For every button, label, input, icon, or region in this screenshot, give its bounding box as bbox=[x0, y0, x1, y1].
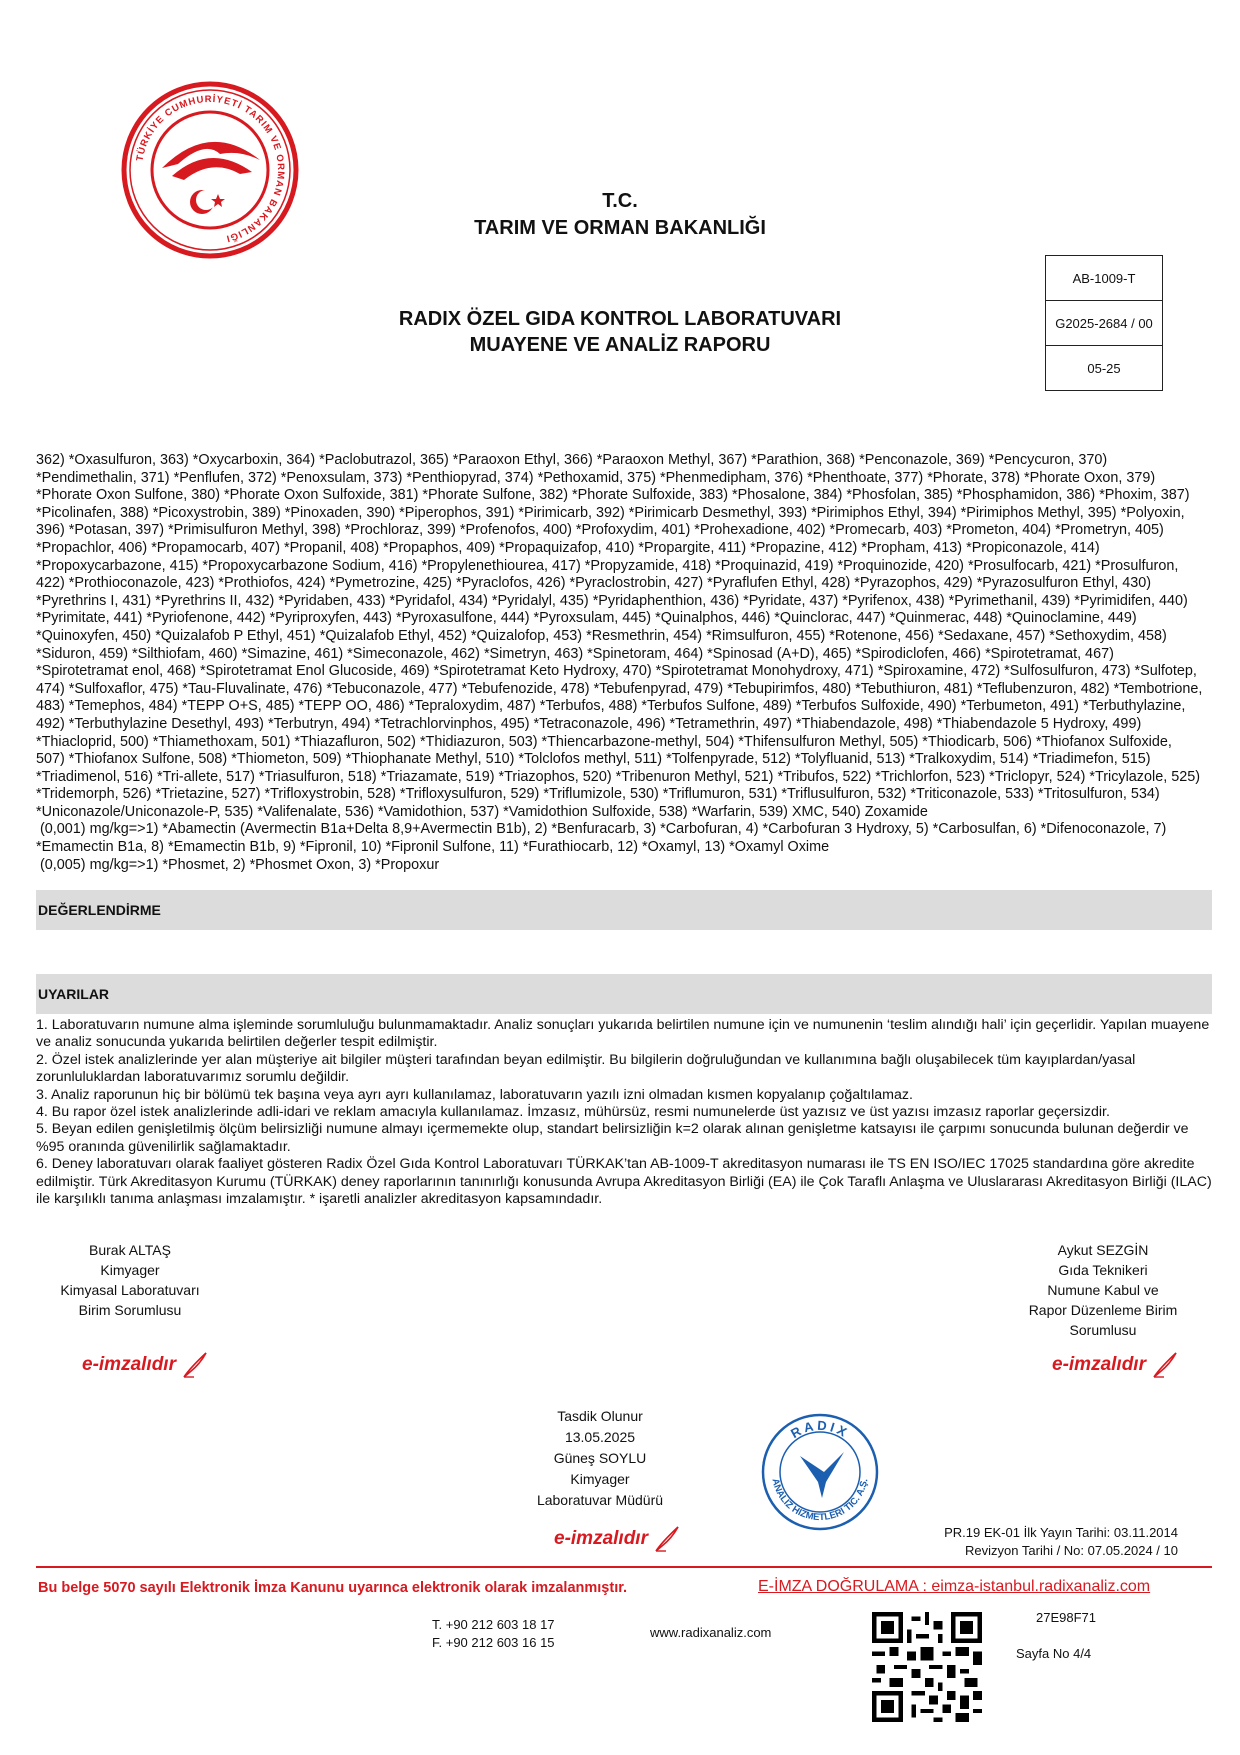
signature-center bbox=[510, 1406, 690, 1511]
report-date-code: 05-25 bbox=[1087, 360, 1121, 376]
warning-item: 6. Deney laboratuvarı olarak faaliyet gösteren Radix Özel Gıda Kontrol Laboratuvarı TÜRKAK’tan AB-1009-T akreditasyon numarası ile TS EN ISO/IEC 17025 standardına göre akredite edilmiştir. Türk Akreditasyon Kurumu (TÜRKAK) deney raporlarının tanınırlığı konusunda Avrupa Akreditasyon Birliği (EA) ile Çok Taraflı Anlaşma ve Uluslararası Akreditasyon Birliği (ILAC) ile karşılıklı tanıma anlaşması imzalamıştır. * işaretli analizler akreditasyon kapsamındadır. bbox=[36, 1156, 1212, 1208]
warning-item: 2. Özel istek analizlerinde yer alan müşteriye ait bilgiler müşteri tarafından beyan edilmiştir. Bu bilgilerin doğruluğundan ve kullanımına bağlı oluşabilecek tüm kayıplardan/yasal zorunluluklardan laboratuvarımız sorumlu değildir. bbox=[36, 1051, 1136, 1086]
svg-text:TÜRKİYE CUMHURİYETİ TARIM VE O: TÜRKİYE CUMHURİYETİ TARIM VE ORMAN BAKANLIĞI bbox=[134, 93, 287, 245]
svg-text:RADIX: RADIX bbox=[788, 1417, 852, 1442]
signer-title: Kimyager bbox=[100, 1262, 160, 1278]
analyte-list: 362) *Oxasulfuron, 363) *Oxycarboxin, 364) *Paclobutrazol, 365) *Paraoxon Ethyl, 366) *Paraoxon Methyl, 367) *Parathion, 368) *Penconazole, 369) *Pencycuron, 370) *Pendimethalin, 371) *Penflufen, 372) *Penoxsulam, 373) *Penthiopyrad, 374) *Pethoxamid, 375) *Phenmedipham, 376) *Phenthoate, 377) *Phorate, 378) *Phorate Oxon, 379) *Phorate Oxon Sulfone, 380) *Phorate Oxon Sulfoxide, 381) *Phorate Sulfone, 382) *Phorate Sulfoxide, 383) *Phosalone, 384) *Phosfolan, 385) *Phosphamidon, 386) *Phoxim, 387) *Picolinafen, 388) *Picoxystrobin, 389) *Pinoxaden, 390) *Piperophos, 391) *Pirimicarb, 392) *Pirimicarb Desmethyl, 393) *Pirimiphos Ethyl, 394) *Pirimiphos Methyl, 395) *Polyoxin, 396) *Potasan, 397) *Primisulfuron Methyl, 398) *Prochloraz, 399) *Profenofos, 400) *Profoxydim, 401) *Prohexadione, 402) *Promecarb, 403) *Prometon, 404) *Prometryn, 405) *Propachlor, 406) *Propamocarb, 407) *Propanil, 408) *Propaphos, 409) *Propaquizafop, 410) *Propargite, 411) *Propazine, 412) *Propham, 413) *Propiconazole, 414) *Propoxycarbazone, 415) *Propoxycarbazone Sodium, 416) *Propylenethiourea, 417) *Propyzamide, 418) *Proquinazid, 419) *Proquinozide, 420) *Prosulfocarb, 421) *Prosulfuron, 422) *Prothioconazole, 423) *Prothiofos, 424) *Pymetrozine, 425) *Pyraclofos, 426) *Pyraclostrobin, 427) *Pyraflufen Ethyl, 428) *Pyrazophos, 429) *Pyrazosulfuron Ethyl, 430) *Pyrethrins I, 431) *Pyrethrins II, 432) *Pyridaben, 433) *Pyridafol, 434) *Pyridalyl, 435) *Pyridaphenthion, 436) *Pyridate, 437) *Pyrifenox, 438) *Pyrimethanil, 439) *Pyrimidifen, 440) *Pyrimitate, 441) *Pyriofenone, 442) *Pyriproxyfen, 443) *Pyroxasulfone, 444) *Pyroxsulam, 445) *Quinalphos, 446) *Quinclorac, 447) *Quinmerac, 448) *Quinoclamine, 449) *Quinoxyfen, 450) *Quizalafob P Ethyl, 451) *Quizalafob Ethyl, 452) *Quizalofop, 453) *Resmethrin, 454) *Rimsulfuron, 455) *Rotenone, 456) *Sedaxane, 457) *Sethoxydim, 458) *Siduron, 459) *Silthiofam, 460) *Simazine, 461) *Simeconazole, 462) *Simetryn, 463) *Spinetoram, 464) *Spinosad (A+D), 465) *Spirodiclofen, 466) *Spirotetramat, 467) *Spirotetramat enol, 468) *Spirotetramat Enol Glucoside, 469) *Spirotetramat Keto Hydroxy, 470) *Spirotetramat Monohydroxy, 471) *Spiroxamine, 472) *Sulfosulfuron, 473) *Sulfotep, 474) *Sulfoxaflor, 475) *Tau-Fluvalinate, 476) *Tebuconazole, 477) *Tebufenozide, 478) *Tebufenpyrad, 479) *Tebupirimfos, 480) *Tebuthiuron, 481) *Teflubenzuron, 482) *Tembotrione, 483) *Temephos, 484) *TEPP O+S, 485) *TEPP OO, 486) *Tepraloxydim, 487) *Terbufos, 488) *Terbufos Sulfone, 489) *Terbufos Sulfoxide, 490) *Terbumeton, 491) *Terbuthylazine, 492) *Terbuthylazine Desethyl, 493) *Terbutryn, 494) *Tetrachlorvinphos, 495) *Tetraconazole, 496) *Tetramethrin, 497) *Thiabendazole, 498) *Thiabendazole 5 Hydroxy, 499) *Thiacloprid, 500) *Thiamethoxam, 501) *Thiazafluron, 502) *Thidiazuron, 503) *Thiencarbazone-methyl, 504) *Thifensulfuron Methyl, 505) *Thiodicarb, 506) *Thiofanox Sulfoxide, 507) *Thiofanox Sulfone, 508) *Thiometon, 509) *Thiophanate Methyl, 510) *Tolclofos methyl, 511) *Tolfenpyrade, 512) *Tolyfluanid, 513) *Tralkoxydim, 514) *Triadimefon, 515) *Triadimenol, 516) *Tri-allete, 517) *Triasulfuron, 518) *Triazamate, 519) *Triazophos, 520) *Tribenuron Methyl, 521) *Tribufos, 522) *Trichlorfon, 523) *Triclopyr, 524) *Tricylazole, 525) *Tridemorph, 526) *Trietazine, 527) *Trifloxystrobin, 528) *Trifloxysulfuron, 529) *Triflumizole, 530) *Triflumuron, 531) *Triflusulfuron, 532) *Triticonazole, 533) *Tritosulfuron, 534) *Uniconazole/Uniconazole-P, 535) *Valifenalate, 536) *Vamidothion, 537) *Vamidothion Sulfoxide, 538) *Warfarin, 539) XMC, 540) Zoxamide (0,001) mg/kg=>1) *Abamectin (Avermectin B1a+Delta 8,9+Avermectin B1b), 2) *Benfuracarb, 3) *Carbofuran, 4) *Carbofuran 3 Hydroxy, 5) *Carbosulfan, 6) *Difenoconazole, 7) *Emamectin B1a, 8) *Emamectin B1b, 9) *Fipronil, 10) *Fipronil Sulfone, 11) *Furathiocarb, 12) *Oxamyl, 13) *Oxamyl Oxime (0,005) mg/kg=>1) *Phosmet, 2) *Phosmet Oxon, 3) *Propoxur bbox=[36, 452, 1203, 873]
esign-center bbox=[554, 1524, 682, 1554]
approval-date: 13.05.2025 bbox=[564, 1429, 636, 1445]
signer-name: Aykut SEZGİN bbox=[1057, 1242, 1149, 1258]
footer-divider bbox=[36, 1566, 1212, 1568]
form-revision: Revizyon Tarihi / No: 07.05.2024 / 10 bbox=[965, 1543, 1178, 1558]
signer-role: Laboratuvar Müdürü bbox=[536, 1492, 664, 1508]
warning-item: 3. Analiz raporunun hiç bir bölümü tek başına veya ayrı ayrı kullanılamaz, laboratuvarın yazılı izni olmadan kısmen kopyalanıp çoğaltılamaz. bbox=[36, 1086, 913, 1103]
signer-name: Burak ALTAŞ bbox=[89, 1242, 171, 1258]
signature-right bbox=[1008, 1240, 1198, 1340]
warnings-list bbox=[36, 1017, 1212, 1208]
verification-code: 27E98F71 bbox=[1036, 1610, 1096, 1625]
company-stamp bbox=[760, 1412, 880, 1532]
signer-dept: Numune Kabul ve bbox=[1047, 1282, 1159, 1298]
warnings-section-header: UYARILAR bbox=[36, 974, 1212, 1014]
warning-item: 4. Bu rapor özel istek analizlerinde adli-idari ve reklam amacıyla kullanılamaz. İmzasız, mühürsüz, resmi numunelerde üst yazısız ve üst yazısı imzasız raporlar geçersizdir. bbox=[36, 1104, 1110, 1121]
website: www.radixanaliz.com bbox=[650, 1625, 772, 1640]
signer-role: Birim Sorumlusu bbox=[78, 1302, 182, 1318]
approval-label: Tasdik Olunur bbox=[557, 1408, 643, 1424]
e-signature-verify-link[interactable]: E-İMZA DOĞRULAMA : eimza-istanbul.radixanaliz.com bbox=[758, 1578, 1151, 1595]
lab-name: RADIX ÖZEL GIDA KONTROL LABORATUVARI bbox=[398, 308, 842, 330]
quill-icon bbox=[180, 1350, 210, 1380]
signature-left bbox=[40, 1240, 220, 1320]
document-code-box bbox=[1045, 255, 1163, 391]
warning-item: 5. Beyan edilen genişletilmiş ölçüm belirsizliği numune almayı içermemekte olup, standart belirsizliğin k=2 olarak alınan genişletme katsayısı ile çarpımı sonucunda bulunan değerdir ve %95 oranında güvenilirlik sağlamaktadır. bbox=[36, 1121, 1189, 1155]
ministry-line-2: TARIM VE ORMAN BAKANLIĞI bbox=[474, 217, 766, 239]
esign-right bbox=[1052, 1350, 1180, 1380]
form-first-issue: PR.19 EK-01 İlk Yayın Tarihi: 03.11.2014 bbox=[944, 1525, 1178, 1540]
signer-title: Kimyager bbox=[570, 1471, 630, 1487]
ministry-line-1: T.C. bbox=[602, 190, 638, 212]
report-number: G2025-2684 / 00 bbox=[1046, 301, 1162, 346]
report-title: MUAYENE VE ANALİZ RAPORU bbox=[469, 334, 771, 356]
phone-number: T. +90 212 603 18 17 bbox=[432, 1617, 555, 1632]
quill-icon bbox=[1150, 1350, 1180, 1380]
e-signature-legal-notice: Bu belge 5070 sayılı Elektronik İmza Kanunu uyarınca elektronik olarak imzalanmıştır. bbox=[38, 1580, 628, 1596]
evaluation-section-header: DEĞERLENDİRME bbox=[36, 890, 1212, 930]
esign-label: e-imzalıdır bbox=[82, 1354, 176, 1375]
signer-dept-2: Rapor Düzenleme Birim bbox=[1028, 1302, 1178, 1318]
fax-number: F. +90 212 603 16 15 bbox=[432, 1635, 555, 1650]
signer-title: Gıda Teknikeri bbox=[1058, 1262, 1148, 1278]
form-info bbox=[880, 1524, 1178, 1560]
svg-text:ANALİZ HİZMETLERİ TİC. A.Ş.: ANALİZ HİZMETLERİ TİC. A.Ş. bbox=[769, 1477, 871, 1524]
signer-role: Sorumlusu bbox=[1069, 1322, 1137, 1338]
qr-code bbox=[872, 1612, 982, 1722]
warning-item: 1. Laboratuvarın numune alma işleminde sorumluluğu bulunmamaktadır. Analiz sonuçları yukarıda belirtilen numune için ve numunenin ‘teslim alındığı hali’ için geçerlidir. Yapılan muayene ve analiz sonucunda yukarıda belirtilen değerler tespit edilmiştir. bbox=[36, 1017, 1210, 1051]
esign-label: e-imzalıdır bbox=[1052, 1354, 1146, 1375]
esign-label: e-imzalıdır bbox=[554, 1528, 648, 1549]
esign-left bbox=[82, 1350, 210, 1380]
signer-dept: Kimyasal Laboratuvarı bbox=[60, 1282, 200, 1298]
contact-info bbox=[432, 1616, 555, 1652]
accreditation-code: AB-1009-T bbox=[1046, 256, 1162, 301]
page-number: Sayfa No 4/4 bbox=[1016, 1646, 1092, 1661]
signer-name: Güneş SOYLU bbox=[553, 1450, 647, 1466]
quill-icon bbox=[652, 1524, 682, 1554]
